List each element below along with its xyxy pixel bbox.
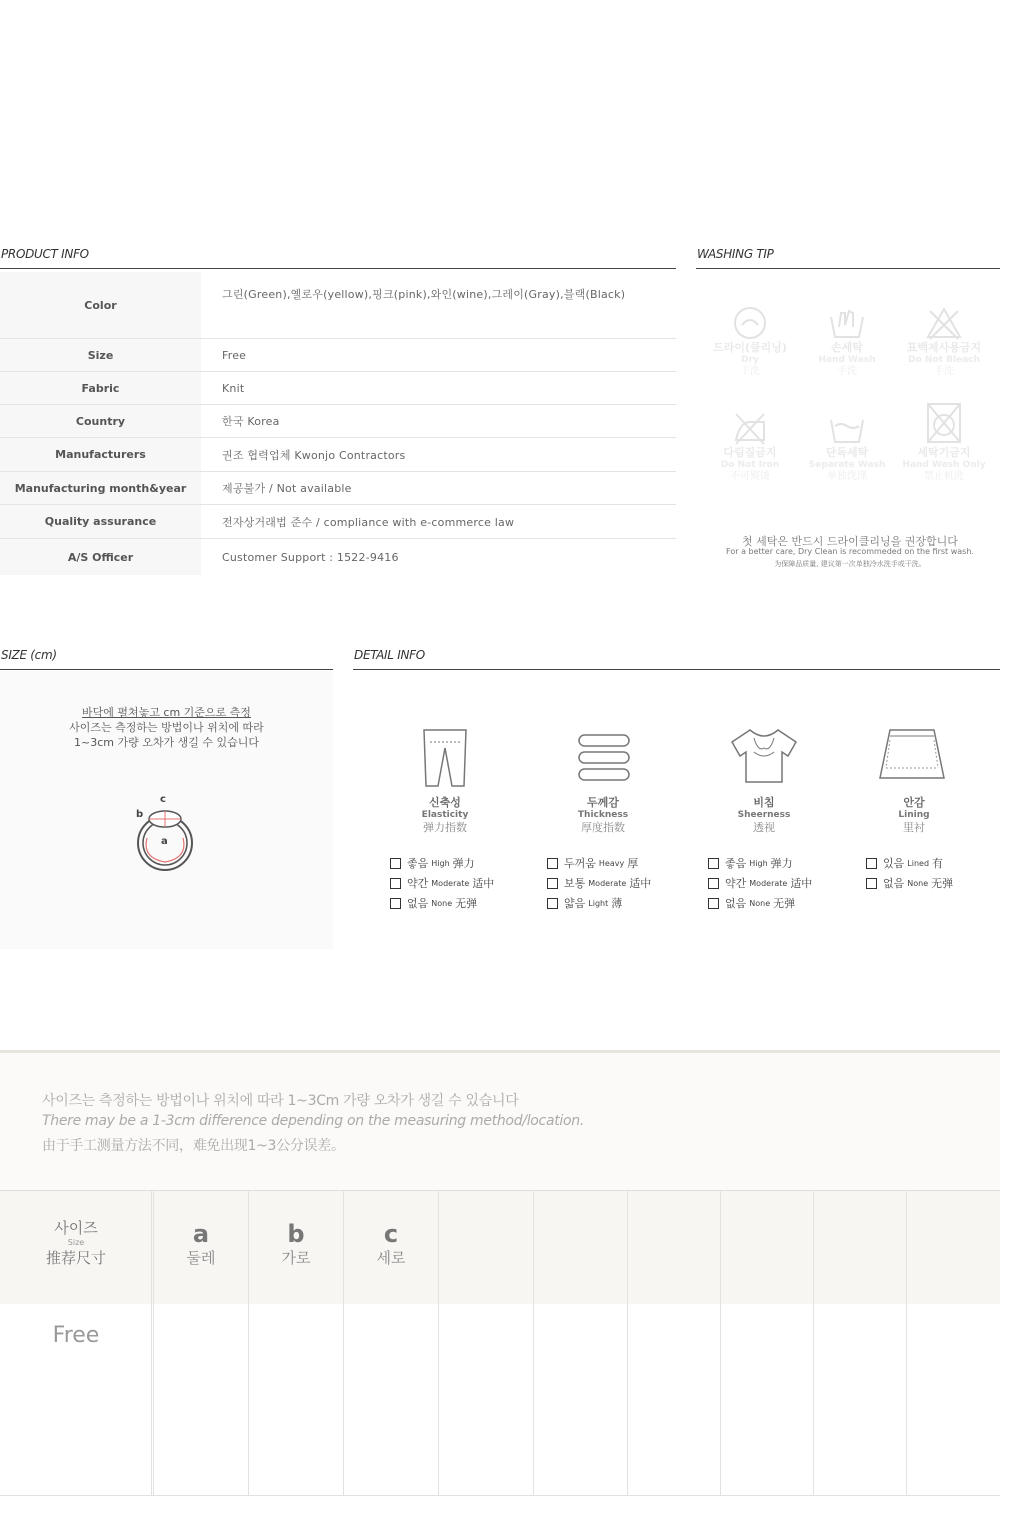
detail-en: Sheerness <box>737 810 791 820</box>
row-value: 전자상거래법 준수 / compliance with e-commerce law <box>222 515 515 529</box>
opt-en: Light <box>588 898 609 908</box>
detail-ko: 안감 <box>903 796 925 809</box>
checkbox[interactable] <box>390 858 401 869</box>
detail-zh: 透视 <box>753 821 775 834</box>
opt-zh: 无弹 <box>455 897 478 910</box>
wash-item-separate-wash <box>797 410 897 483</box>
wash-zh: 手洗 <box>837 366 857 377</box>
opt-ko: 약간 <box>407 877 429 890</box>
checkbox[interactable] <box>708 878 719 889</box>
row-label: Fabric <box>0 372 201 404</box>
opt-ko: 좋음 <box>725 857 747 870</box>
opt-ko: 없음 <box>407 897 429 910</box>
wash-zh: 手洗 <box>934 366 954 377</box>
size-notice-en: There may be a 1-3cm difference depending on the measuring method/location. <box>42 1113 584 1129</box>
size-header-cell <box>0 1218 152 1268</box>
row-value: 한국 Korea <box>222 415 280 428</box>
checkbox[interactable] <box>547 878 558 889</box>
size-head-en: Size <box>67 1238 85 1247</box>
size-notice-zh: 由于手工测量方法不同，难免出现1~3公分误差。 <box>42 1138 345 1154</box>
opt-ko: 두꺼움 <box>564 857 596 870</box>
detail-info-divider <box>353 669 1000 670</box>
wash-ko: 다림질금지 <box>723 446 777 459</box>
opt-ko: 얇음 <box>564 897 586 910</box>
row-label: Manufacturers <box>0 438 201 471</box>
size-measure-note: 바닥에 펼쳐놓고 cm 기준으로 측정 <box>82 706 251 719</box>
detail-zh: 弹力指数 <box>423 821 467 834</box>
detail-col-sheerness <box>689 796 839 835</box>
washing-tip-title: WASHING TIP <box>697 247 774 261</box>
option-lining-lined[interactable] <box>866 855 943 871</box>
product-info-row-country <box>0 404 676 437</box>
row-value: 권조 협력업체 Kwonjo Contractors <box>222 448 406 462</box>
col-divider <box>438 1190 439 1495</box>
opt-zh: 适中 <box>472 877 495 890</box>
checkbox[interactable] <box>390 898 401 909</box>
dry-clean-icon <box>732 305 768 341</box>
product-info-row-manufacturers <box>0 437 676 471</box>
col-divider <box>813 1190 814 1495</box>
opt-ko: 있음 <box>883 857 905 870</box>
no-bleach-icon <box>924 305 964 341</box>
no-iron-icon <box>730 410 770 446</box>
shirt-icon <box>728 726 800 786</box>
wash-item-dry <box>700 305 800 378</box>
detail-zh: 里衬 <box>903 821 925 834</box>
row-value: 그린(Green),옐로우(yellow),핑크(pink),와인(wine),그레이(Gray),블랙(Black) <box>222 288 626 301</box>
col-letter: b <box>287 1220 305 1248</box>
product-info-title: PRODUCT INFO <box>1 247 89 261</box>
row-value: Customer Support : 1522-9416 <box>222 550 399 564</box>
wash-en: Hand Wash <box>818 355 876 365</box>
row-label: Country <box>0 405 201 437</box>
opt-en: None <box>907 878 929 888</box>
product-info-row-fabric <box>0 371 676 404</box>
wash-zh: 单独洗涤 <box>827 471 867 482</box>
opt-en: None <box>749 898 771 908</box>
opt-ko: 보통 <box>564 877 586 890</box>
opt-en: High <box>749 858 768 868</box>
option-elasticity-high[interactable] <box>390 855 475 871</box>
opt-en: Moderate <box>588 878 627 888</box>
pants-icon <box>420 728 470 788</box>
detail-ko: 비침 <box>753 796 775 809</box>
stack-icon <box>576 732 632 784</box>
product-info-row-quality <box>0 504 676 538</box>
col-divider <box>906 1190 907 1495</box>
option-lining-none[interactable] <box>866 875 953 891</box>
wash-ko: 드라이(클리닝) <box>713 341 787 354</box>
checkbox[interactable] <box>708 898 719 909</box>
option-thickness-heavy[interactable] <box>547 855 638 871</box>
opt-zh: 无弹 <box>931 877 954 890</box>
checkbox[interactable] <box>547 858 558 869</box>
diagram-label-c: c <box>160 794 166 805</box>
wash-note-en: For a better care, Dry Clean is recommeded on the first wash. <box>726 547 974 556</box>
wash-en: Separate Wash <box>808 460 886 470</box>
opt-zh: 弹力 <box>770 857 793 870</box>
wash-ko: 세탁기금지 <box>917 446 971 459</box>
opt-en: Heavy <box>598 858 625 868</box>
wash-zh: 不可熨烫 <box>730 471 770 482</box>
washing-tip-divider <box>696 268 1000 269</box>
size-row-free: Free <box>52 1323 100 1348</box>
wash-ko: 표백제사용금지 <box>906 341 982 354</box>
detail-ko: 두께감 <box>587 796 619 809</box>
opt-zh: 无弹 <box>773 897 796 910</box>
row-value: Free <box>222 348 247 362</box>
option-elasticity-none[interactable] <box>390 895 477 911</box>
diagram-label-b: b <box>136 809 144 820</box>
detail-zh: 厚度指数 <box>581 821 625 834</box>
opt-zh: 有 <box>932 857 944 870</box>
option-thickness-moderate[interactable] <box>547 875 651 891</box>
size-section-divider <box>0 669 333 670</box>
hand-wash-icon <box>827 305 867 341</box>
opt-ko: 좋음 <box>407 857 429 870</box>
checkbox[interactable] <box>866 878 877 889</box>
detail-ko: 신축성 <box>429 796 461 809</box>
detail-en: Thickness <box>577 810 629 820</box>
wash-item-hand-wash <box>797 305 897 378</box>
opt-ko: 약간 <box>725 877 747 890</box>
opt-ko: 없음 <box>725 897 747 910</box>
detail-col-lining <box>839 796 989 835</box>
checkbox[interactable] <box>390 878 401 889</box>
option-sheerness-none[interactable] <box>708 895 795 911</box>
wash-ko: 단독세탁 <box>825 446 869 459</box>
col-name: 둘레 <box>186 1249 216 1267</box>
col-divider <box>627 1190 628 1495</box>
product-info-row-as-officer <box>0 538 676 575</box>
wash-item-no-machine-wash <box>894 400 994 483</box>
separate-wash-icon <box>827 410 867 446</box>
size-notice-ko: 사이즈는 측정하는 방법이나 위치에 따라 1~3Cm 가량 오차가 생길 수 있습니다 <box>42 1093 519 1109</box>
row-label: Color <box>0 272 201 338</box>
wash-zh: 禁止机洗 <box>924 471 964 482</box>
col-letter: a <box>192 1220 210 1248</box>
col-letter: c <box>383 1220 399 1248</box>
row-value: Knit <box>222 381 245 395</box>
size-col-c <box>344 1220 438 1268</box>
col-name: 가로 <box>281 1249 311 1267</box>
size-section-title: SIZE (cm) <box>1 648 57 662</box>
row-label: A/S Officer <box>0 539 201 575</box>
col-divider <box>533 1190 534 1495</box>
wash-item-no-iron <box>700 410 800 483</box>
wash-en: Hand Wash Only <box>902 460 986 470</box>
checkbox[interactable] <box>708 858 719 869</box>
opt-en: High <box>431 858 450 868</box>
opt-zh: 适中 <box>790 877 813 890</box>
size-head-zh: 推荐尺寸 <box>45 1249 106 1267</box>
detail-en: Lining <box>898 810 930 820</box>
row-label: Manufacturing month&year <box>0 472 201 504</box>
opt-en: Moderate <box>431 878 470 888</box>
opt-zh: 厚 <box>627 857 639 870</box>
size-head-ko: 사이즈 <box>54 1219 98 1237</box>
product-info-row-manufacturing-date <box>0 471 676 504</box>
detail-col-thickness <box>528 796 678 835</box>
checkbox[interactable] <box>547 898 558 909</box>
opt-zh: 适中 <box>629 877 652 890</box>
wash-note-ko: 첫 세탁은 반드시 드라이클리닝을 권장합니다 <box>742 535 958 548</box>
wash-item-no-bleach <box>894 305 994 378</box>
option-sheerness-high[interactable] <box>708 855 793 871</box>
size-col-b <box>249 1220 343 1268</box>
skirt-icon <box>878 728 946 780</box>
size-table-bottom-border <box>0 1495 1000 1496</box>
detail-info-title: DETAIL INFO <box>354 648 425 662</box>
col-name: 세로 <box>376 1249 406 1267</box>
size-note-line-2: 사이즈는 측정하는 방법이나 위치에 따라 <box>69 721 264 734</box>
opt-zh: 弹力 <box>452 857 475 870</box>
product-info-divider <box>0 268 676 269</box>
option-elasticity-moderate[interactable] <box>390 875 494 891</box>
opt-en: Lined <box>907 858 930 868</box>
detail-en: Elasticity <box>421 810 469 820</box>
wash-en: Dry <box>741 355 759 365</box>
row-label: Size <box>0 339 201 371</box>
wash-zh: 干洗 <box>740 366 760 377</box>
size-col-a <box>154 1220 248 1268</box>
diagram-label-a: a <box>161 836 168 847</box>
size-note-line-3: 1~3cm 가량 오차가 생길 수 있습니다 <box>74 736 259 749</box>
product-info-row-size <box>0 338 676 371</box>
checkbox[interactable] <box>866 858 877 869</box>
opt-ko: 없음 <box>883 877 905 890</box>
wash-en: Do Not Iron <box>720 460 780 470</box>
opt-en: Moderate <box>749 878 788 888</box>
wash-note-zh: 为保障品质量, 建议第一次单独冷水洗手或干洗。 <box>774 560 926 568</box>
no-machine-wash-icon <box>924 400 964 446</box>
option-thickness-light[interactable] <box>547 895 622 911</box>
option-sheerness-moderate[interactable] <box>708 875 812 891</box>
col-divider <box>720 1190 721 1495</box>
product-info-table <box>0 272 676 575</box>
row-value: 제공불가 / Not available <box>222 482 352 495</box>
detail-col-elasticity <box>370 796 520 835</box>
opt-en: None <box>431 898 453 908</box>
row-label: Quality assurance <box>0 505 201 538</box>
product-info-row-color <box>0 272 676 338</box>
wash-ko: 손세탁 <box>831 341 863 354</box>
opt-zh: 薄 <box>611 897 623 910</box>
wash-en: Do Not Bleach <box>908 355 980 365</box>
